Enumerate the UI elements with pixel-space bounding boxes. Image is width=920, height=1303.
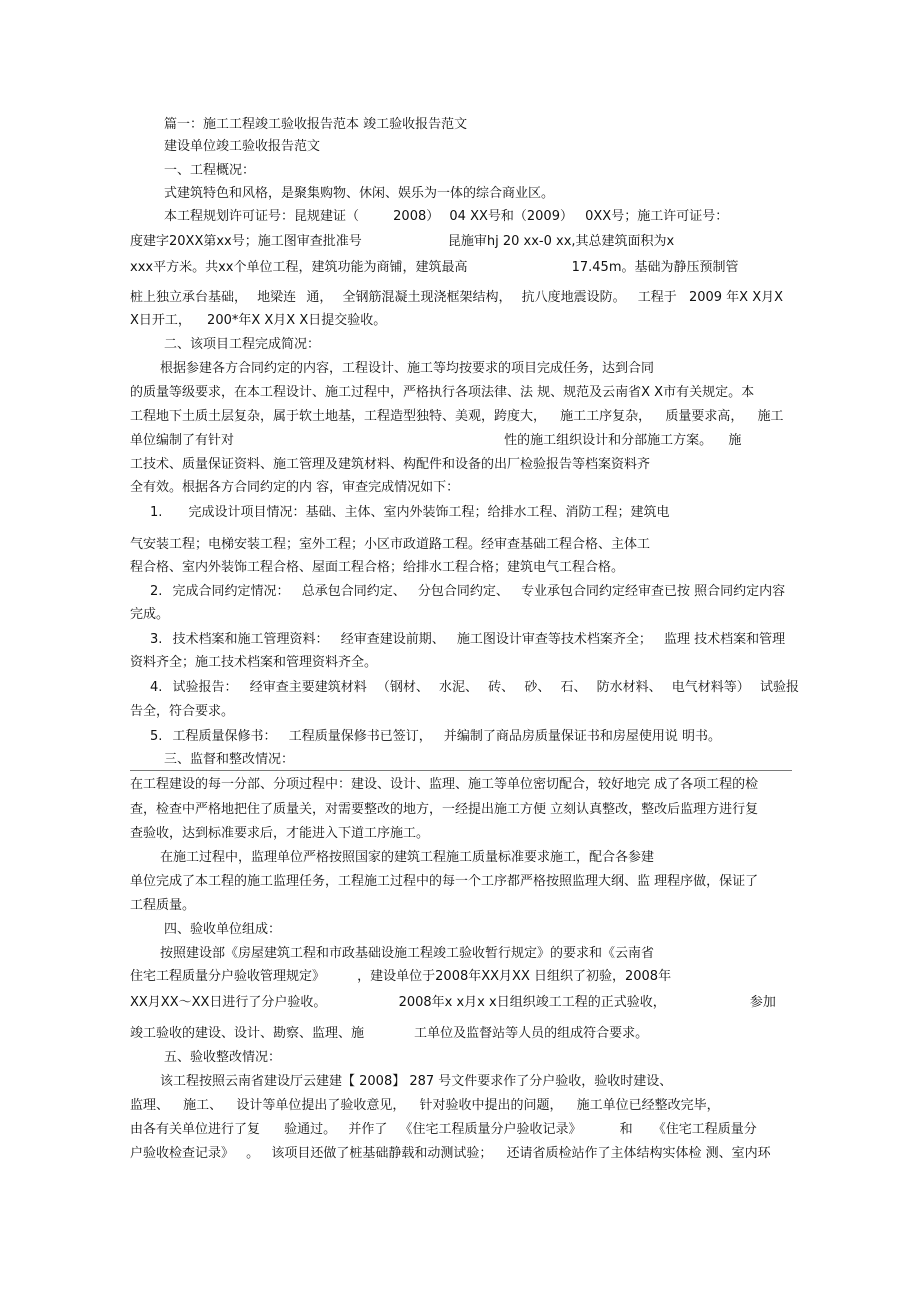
line-segment: 按照建设部《房屋建筑工程和市政基础设施工程竣工验收暂行规定》的要求和《云南省 [160,946,655,961]
doc-line [130,776,792,794]
line-segment: 施工工序复杂， [560,409,652,424]
line-segment: 完成合同约定情况： [172,584,290,599]
line-segment: 式建筑特色和风格，是聚集购物、休闲、娱乐为一体的综合商业区。 [164,186,555,201]
line-segment: 试验报 [759,680,799,695]
line-segment: 和 [619,1122,633,1137]
line-segment: 工程质量。 [130,898,196,913]
line-segment: 工单位及监督站等人员的组成符合要求。 [414,1026,649,1041]
line-segment: 本工程规划许可证号：昆规建证（ [164,209,360,224]
doc-line [130,897,792,915]
line-segment: X日开工， [130,313,191,328]
line-segment: 专业承包合同约定经审查已按 照合同约定内容 [521,584,786,599]
line-segment: 全钢筋混凝土现浇框架结构， [342,290,512,305]
doc-line [130,1145,792,1163]
line-segment: 试验报告： [172,680,238,695]
line-segment: 工程质量保修书已签订， [288,729,432,744]
doc-line [130,408,792,426]
line-segment: 《住宅工程质量分 [652,1122,757,1137]
line-segment: 施 [728,433,742,448]
line-segment: 设计等单位提出了验收意见， [236,1098,406,1113]
doc-line [150,679,812,697]
line-segment: 一、工程概况： [164,163,256,178]
line-segment: 石、 [560,680,587,695]
line-segment: 施工 [757,409,784,424]
line-segment: 查，检查中严格地把住了质量关，对需要整改的地方，一经提出施工方便 立刻认真整改，整改后监理方进行复 [130,802,759,817]
line-segment: 根据参建各方合同约定的内容，工程设计、施工等均按要求的项目完成任务，达到合同 [160,361,655,376]
doc-line [150,504,812,522]
line-segment: 0XX号；施工许可证号： [585,209,729,224]
line-segment: 度建字20XX第xx号；施工图审查批准号 [130,234,362,249]
line-segment: 完成。 [130,607,170,622]
doc-line [160,360,822,378]
doc-line [164,336,826,354]
line-segment: 并作了 [348,1122,388,1137]
doc-line [130,654,792,672]
doc-line [130,312,792,330]
line-segment: 水泥、 [439,680,479,695]
line-segment: 经审查主要建筑材料 [249,680,367,695]
line-segment: 验通过。 [284,1122,337,1137]
line-segment: 篇一：施工工程竣工验收报告范本 竣工验收报告范文 [164,117,468,132]
doc-line [130,233,792,251]
line-segment: 工技术、质量保证资料、施工管理及建筑材料、构配件和设备的出厂检验报告等档案资料齐 [130,457,651,472]
line-segment: 三、监督和整改情况： [164,752,295,767]
doc-line [130,479,792,497]
line-segment: 监理 技术档案和管理 [664,632,786,647]
line-segment: 施工、 [183,1098,223,1113]
doc-line [160,849,822,867]
line-segment: 建设单位竣工验收报告范文 [164,139,321,154]
line-segment: 抗八度地震设防。 [521,290,626,305]
doc-line [130,259,792,277]
line-segment: 气安装工程；电梯安装工程；室外工程；小区市政道路工程。经审查基础工程合格、主体工 [130,537,651,552]
doc-line [164,116,826,134]
line-segment: 《住宅工程质量分户验收记录》 [399,1122,582,1137]
line-segment: 在施工过程中，监理单位严格按照国家的建筑工程施工质量标准要求施工，配合各参建 [160,850,655,865]
line-segment: xxx平方米。共xx个单位工程，建筑功能为商铺，建筑最高 [130,260,468,275]
line-segment: 电气材料等） [671,680,750,695]
line-segment: 住宅工程质量分户验收管理规定》 [130,969,326,984]
line-segment: 技术档案和施工管理资料： [172,632,329,647]
doc-line [150,631,812,649]
line-segment: 监理、 [130,1098,170,1113]
doc-line [130,994,792,1012]
doc-line [130,559,792,577]
line-segment: 竣工验收的建设、设计、勘察、监理、施 [130,1026,365,1041]
line-segment: 4. [150,680,163,695]
line-segment: 告全，符合要求。 [130,704,235,719]
line-segment: 二、该项目工程完成简况： [164,337,321,352]
line-segment: 单位完成了本工程的施工监理任务，工程施工过程中的每一个工序都严格按照监理大纲、监 理程序做，保证了 [130,874,759,889]
doc-line [130,384,792,402]
line-segment: 防水材料、 [596,680,662,695]
line-segment: 。 [246,1146,260,1161]
doc-line [130,456,792,474]
doc-line [130,703,792,721]
line-segment: 单位编制了有针对 [130,433,235,448]
line-segment: 砖、 [488,680,515,695]
doc-line [130,289,792,307]
line-segment: 1. [150,505,163,520]
doc-line [164,751,826,769]
line-segment: 桩上独立承台基础， [130,290,248,305]
doc-line [160,945,822,963]
line-segment: 施工图设计审查等技术档案齐全； [456,632,652,647]
doc-line [164,1049,826,1067]
line-segment: （钢材、 [376,680,429,695]
doc-line [130,825,792,843]
doc-line [130,1097,792,1115]
line-segment: 2008） [393,209,440,224]
doc-line [130,968,792,986]
line-segment: 还请省质检站作了主体结构实体检 测、室内环 [506,1146,771,1161]
doc-line [150,728,812,746]
line-segment: 该工程按照云南省建设厅云建建【 2008】 287 号文件要求作了分户验收，验收时建设、 [160,1074,673,1089]
line-segment: 针对验收中提出的问题， [419,1098,563,1113]
doc-line [164,162,826,180]
doc-line [160,1073,822,1091]
line-segment: 2008年x x月x x日组织竣工工程的正式验收， [398,995,666,1010]
doc-line [130,536,792,554]
line-segment: 昆施审hj 20 xx-0 xx,其总建筑面积为x [447,234,675,249]
line-segment: 户验收检查记录》 [130,1146,235,1161]
doc-line [130,1121,792,1139]
line-segment: 四、验收单位组成： [164,922,282,937]
line-segment: 工程质量保修书： [172,729,277,744]
line-segment: ，建设单位于2008年XX月XX 日组织了初验，2008年 [357,969,672,984]
line-segment: 砂、 [524,680,551,695]
line-segment: 的质量等级要求，在本工程设计、施工过程中，严格执行各项法律、法 规、规范及云南省X X市有关规定。本 [130,385,755,400]
line-segment: 施工单位已经整改完毕， [576,1098,720,1113]
line-segment: 五、验收整改情况： [164,1050,282,1065]
doc-line [164,138,826,156]
line-segment: 并编制了商品房质量保证书和房屋使用说 明书。 [443,729,721,744]
line-segment: 地梁连 [257,290,297,305]
line-segment: 质量要求高， [665,409,744,424]
line-segment: 总承包合同约定、 [301,584,406,599]
doc-line [150,583,812,601]
doc-line [130,1025,792,1043]
doc-line [164,208,826,226]
line-segment: 200*年X X月X X日提交验收。 [207,313,387,328]
line-segment: 分包合同约定、 [417,584,509,599]
line-segment: 查验收，达到标准要求后，才能进入下道工序施工。 [130,826,430,841]
doc-line [164,185,826,203]
line-segment: 参加 [749,995,776,1010]
line-segment: XX月XX～XX日进行了分户验收。 [130,995,327,1010]
line-segment: 性的施工组织设计和分部施工方案。 [504,433,713,448]
line-segment: 04 XX号和（2009） [449,209,573,224]
line-segment: 经审查建设前期、 [340,632,445,647]
line-segment: 通， [306,290,333,305]
line-segment: 完成设计项目情况：基础、主体、室内外装饰工程；给排水工程、消防工程；建筑电 [188,505,670,520]
line-segment: 由各有关单位进行了复 [130,1122,261,1137]
doc-line [130,432,792,450]
doc-line [130,801,792,819]
line-segment: 在工程建设的每一分部、分项过程中：建设、设计、监理、施工等单位密切配合，较好地完 成了各项工程的检 [130,777,759,792]
line-segment: 2. [150,584,163,599]
line-segment: 5. [150,729,163,744]
doc-line [130,606,792,624]
line-segment: 17.45m。基础为静压预制管 [571,260,739,275]
line-segment: 工程于 [637,290,677,305]
doc-line [164,921,826,939]
line-segment: 2009 年X X月X [688,290,784,305]
section-divider [130,770,792,771]
line-segment: 资料齐全；施工技术档案和管理资料齐全。 [130,655,378,670]
line-segment: 程合格、室内外装饰工程合格、屋面工程合格；给排水工程合格；建筑电气工程合格。 [130,560,625,575]
line-segment: 3. [150,632,163,647]
line-segment: 工程地下土质土层复杂，属于软土地基，工程造型独特、美观，跨度大， [130,409,547,424]
doc-line [130,873,792,891]
line-segment: 全有效。根据各方合同约定的内 容，审查完成情况如下： [130,480,460,495]
line-segment: 该项目还做了桩基础静载和动测试验； [271,1146,493,1161]
